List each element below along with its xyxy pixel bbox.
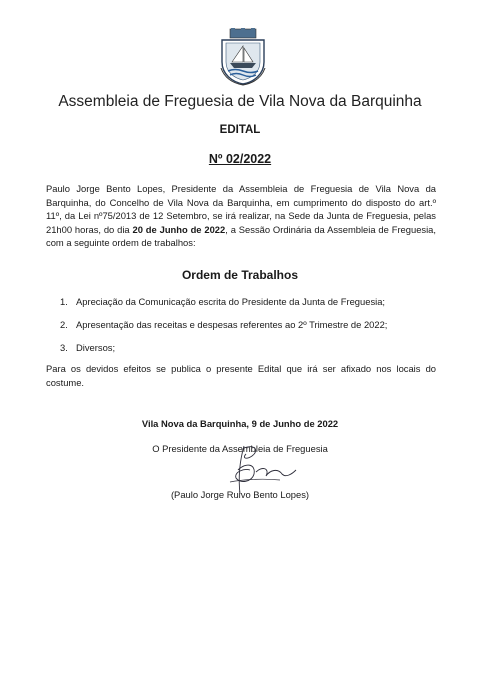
agenda-item-text: Diversos; xyxy=(76,342,116,353)
document-number: Nº 02/2022 xyxy=(208,152,272,166)
assembly-title: Assembleia de Freguesia de Vila Nova da Barquinha xyxy=(58,93,422,110)
agenda-item-number: 1. xyxy=(60,296,68,307)
agenda-item-number: 3. xyxy=(60,342,68,353)
intro-paragraph xyxy=(46,182,436,250)
signature-place-date: Vila Nova da Barquinha, 9 de Junho de 2022 xyxy=(141,418,339,429)
document-type: EDITAL xyxy=(219,124,261,136)
agenda-item xyxy=(60,296,440,319)
agenda-item-number: 2. xyxy=(60,319,68,330)
intro-text-part1: Paulo Jorge Bento Lopes, Presidente da Assembleia de Freguesia de Vila Nova da Barquinha, do Concelho de Vila Nova da Barquinha, em cumprimento do disposto do art.º 11º, da Lei nº75/2013 de 12 Setembro, se irá realizar, na Sede da Junta de Freguesia, pelas 21h00 horas, do dia xyxy=(46,183,436,235)
coat-of-arms-icon xyxy=(218,28,268,86)
agenda-item-text: Apresentação das receitas e despesas referentes ao 2º Trimestre de 2022; xyxy=(76,319,388,330)
signature-role: O Presidente da Assembleia de Freguesia xyxy=(152,443,328,454)
agenda-title: Ordem de Trabalhos xyxy=(181,268,299,282)
agenda-list xyxy=(60,296,440,365)
intro-session-date: 20 de Junho de 2022 xyxy=(132,223,226,235)
agenda-item xyxy=(60,319,440,342)
signatory-name: (Paulo Jorge Ruivo Bento Lopes) xyxy=(170,489,310,500)
intro-text-part2: , a Sessão Ordinária da Assembleia de Freguesia, com a seguinte ordem de trabalhos: xyxy=(46,223,437,249)
closing-paragraph: Para os devidos efeitos se publica o presente Edital que irá ser afixado nos locais do costume. xyxy=(46,363,436,388)
agenda-item-text: Apreciação da Comunicação escrita do Presidente da Junta de Freguesia; xyxy=(76,296,386,307)
